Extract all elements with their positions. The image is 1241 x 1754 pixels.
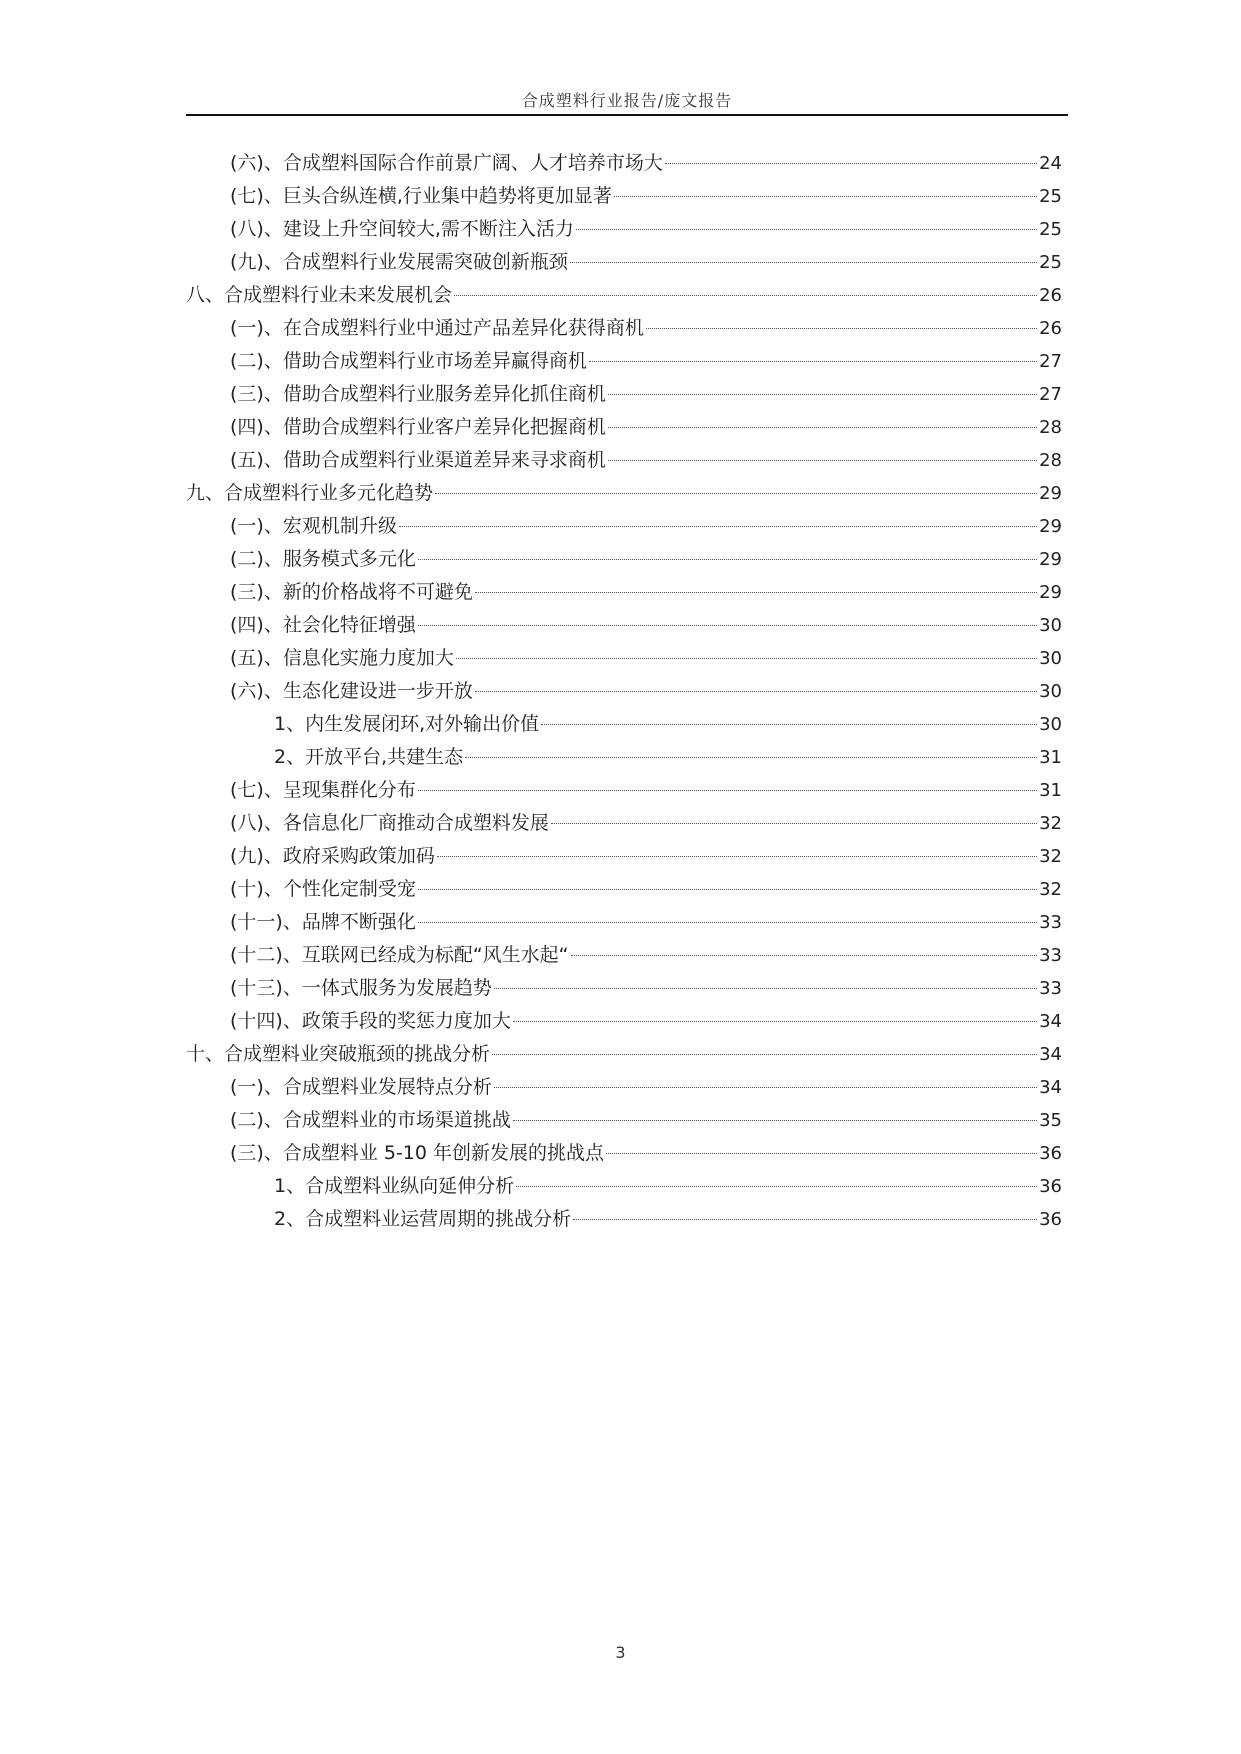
toc-entry[interactable] [186,642,1062,675]
toc-entry[interactable] [186,675,1062,708]
toc-dot-leader [576,229,1037,230]
toc-entry-title: 1、内生发展闭环,对外输出价值 [274,713,540,735]
toc-entry-page: 29 [1039,582,1062,603]
page-header: 合成塑料行业报告/庞文报告 [521,91,733,110]
toc-dot-leader [494,1087,1037,1088]
toc-entry[interactable] [186,246,1062,279]
toc-entry-page: 30 [1039,714,1062,735]
toc-entry-page: 29 [1039,549,1062,570]
toc-entry-page: 33 [1039,945,1062,966]
toc-dot-leader [573,1219,1037,1220]
toc-entry[interactable] [186,741,1062,774]
toc-entry-title: 2、合成塑料业运营周期的挑战分析 [274,1208,572,1230]
toc-entry-page: 24 [1039,153,1062,174]
toc-dot-leader [606,1153,1037,1154]
toc-entry-page: 30 [1039,681,1062,702]
toc-dot-leader [454,295,1037,296]
toc-entry[interactable] [186,147,1062,180]
toc-entry-title: 十、合成塑料业突破瓶颈的挑战分析 [186,1043,491,1065]
toc-entry[interactable] [186,213,1062,246]
toc-entry-page: 34 [1039,1011,1062,1032]
toc-entry-title: (七)、巨头合纵连横,行业集中趋势将更加显著 [230,185,612,207]
toc-entry-title: 1、合成塑料业纵向延伸分析 [274,1175,515,1197]
toc-entry-title: (二)、服务模式多元化 [230,548,416,570]
toc-dot-leader [494,988,1037,989]
toc-dot-leader [608,460,1037,461]
toc-entry[interactable] [186,477,1062,510]
toc-entry-title: (四)、社会化特征增强 [230,614,416,636]
toc-entry[interactable] [186,807,1062,840]
page-number: 3 [615,1643,626,1662]
toc-entry-title: (十一)、品牌不断强化 [230,911,416,933]
toc-dot-leader [513,1021,1037,1022]
toc-entry-title: (十)、个性化定制受宠 [230,878,416,900]
toc-entry[interactable] [186,1038,1062,1071]
toc-entry[interactable] [186,543,1062,576]
toc-entry[interactable] [186,774,1062,807]
toc-dot-leader [465,757,1037,758]
toc-entry-page: 35 [1039,1110,1062,1131]
toc-dot-leader [665,163,1037,164]
toc-dot-leader [570,262,1037,263]
toc-entry-page: 36 [1039,1209,1062,1230]
toc-entry[interactable] [186,378,1062,411]
toc-entry-page: 33 [1039,978,1062,999]
toc-entry-title: (九)、合成塑料行业发展需突破创新瓶颈 [230,251,568,273]
toc-entry[interactable] [186,708,1062,741]
toc-entry-page: 25 [1039,186,1062,207]
toc-entry-page: 25 [1039,219,1062,240]
toc-entry-title: (三)、合成塑料业 5-10 年创新发展的挑战点 [230,1142,605,1164]
toc-dot-leader [435,493,1037,494]
toc-entry-page: 25 [1039,252,1062,273]
toc-entry-page: 29 [1039,483,1062,504]
toc-entry-page: 30 [1039,615,1062,636]
toc-dot-leader [608,427,1037,428]
toc-entry[interactable] [186,1203,1062,1236]
toc-entry-title: (六)、合成塑料国际合作前景广阔、人才培养市场大 [230,152,663,174]
toc-entry-title: (四)、借助合成塑料行业客户差异化把握商机 [230,416,606,438]
toc-entry-page: 27 [1039,351,1062,372]
toc-entry-title: (十四)、政策手段的奖惩力度加大 [230,1010,511,1032]
toc-entry-title: (三)、新的价格战将不可避免 [230,581,473,603]
toc-entry-page: 28 [1039,417,1062,438]
toc-entry[interactable] [186,906,1062,939]
toc-entry-title: (八)、各信息化厂商推动合成塑料发展 [230,812,549,834]
toc-entry-page: 36 [1039,1143,1062,1164]
toc-entry[interactable] [186,1071,1062,1104]
toc-dot-leader [418,559,1037,560]
toc-entry[interactable] [186,1170,1062,1203]
toc-dot-leader [418,790,1037,791]
toc-entry-page: 31 [1039,780,1062,801]
toc-entry[interactable] [186,411,1062,444]
toc-entry-page: 36 [1039,1176,1062,1197]
toc-entry-page: 32 [1039,813,1062,834]
toc-entry-title: (十二)、互联网已经成为标配“风生水起“ [230,944,569,966]
toc-dot-leader [475,691,1037,692]
toc-entry-title: 2、开放平台,共建生态 [274,746,464,768]
toc-entry-page: 27 [1039,384,1062,405]
toc-entry[interactable] [186,1137,1062,1170]
toc-entry-page: 32 [1039,846,1062,867]
toc-entry-title: 八、合成塑料行业未来发展机会 [186,284,453,306]
table-of-contents [186,147,1062,1236]
toc-entry-page: 28 [1039,450,1062,471]
toc-dot-leader [614,196,1037,197]
toc-entry-title: (一)、合成塑料业发展特点分析 [230,1076,492,1098]
header-divider [186,114,1068,116]
toc-entry-title: (一)、在合成塑料行业中通过产品差异化获得商机 [230,317,644,339]
toc-dot-leader [516,1186,1037,1187]
toc-dot-leader [571,955,1038,956]
toc-dot-leader [646,328,1037,329]
toc-entry[interactable] [186,609,1062,642]
toc-entry-title: (二)、借助合成塑料行业市场差异赢得商机 [230,350,587,372]
toc-entry-title: (一)、宏观机制升级 [230,515,397,537]
toc-entry[interactable] [186,576,1062,609]
toc-dot-leader [608,394,1037,395]
toc-dot-leader [418,889,1037,890]
toc-dot-leader [513,1120,1037,1121]
toc-dot-leader [541,724,1037,725]
toc-entry-title: (五)、信息化实施力度加大 [230,647,454,669]
toc-dot-leader [551,823,1037,824]
toc-entry-page: 29 [1039,516,1062,537]
toc-entry[interactable] [186,1104,1062,1137]
toc-entry-title: (五)、借助合成塑料行业渠道差异来寻求商机 [230,449,606,471]
toc-entry-page: 33 [1039,912,1062,933]
toc-dot-leader [399,526,1037,527]
toc-entry[interactable] [186,840,1062,873]
toc-entry[interactable] [186,345,1062,378]
toc-entry[interactable] [186,873,1062,906]
toc-dot-leader [418,922,1037,923]
toc-entry[interactable] [186,939,1062,972]
toc-entry[interactable] [186,510,1062,543]
toc-entry-title: (十三)、一体式服务为发展趋势 [230,977,492,999]
toc-entry[interactable] [186,180,1062,213]
toc-entry-title: (二)、合成塑料业的市场渠道挑战 [230,1109,511,1131]
toc-entry[interactable] [186,312,1062,345]
toc-entry-title: 九、合成塑料行业多元化趋势 [186,482,434,504]
toc-entry-page: 31 [1039,747,1062,768]
toc-entry-title: (八)、建设上升空间较大,需不断注入活力 [230,218,574,240]
toc-dot-leader [456,658,1037,659]
toc-dot-leader [492,1054,1037,1055]
toc-entry-page: 26 [1039,318,1062,339]
toc-entry-title: (三)、借助合成塑料行业服务差异化抓住商机 [230,383,606,405]
toc-entry[interactable] [186,1005,1062,1038]
toc-entry[interactable] [186,444,1062,477]
toc-entry-title: (七)、呈现集群化分布 [230,779,416,801]
toc-entry[interactable] [186,972,1062,1005]
toc-dot-leader [437,856,1037,857]
toc-dot-leader [589,361,1037,362]
toc-entry-title: (六)、生态化建设进一步开放 [230,680,473,702]
toc-dot-leader [418,625,1037,626]
toc-dot-leader [475,592,1037,593]
toc-entry-page: 34 [1039,1044,1062,1065]
toc-entry-title: (九)、政府采购政策加码 [230,845,435,867]
toc-entry-page: 26 [1039,285,1062,306]
toc-entry-page: 34 [1039,1077,1062,1098]
toc-entry-page: 30 [1039,648,1062,669]
toc-entry-page: 32 [1039,879,1062,900]
toc-entry[interactable] [186,279,1062,312]
